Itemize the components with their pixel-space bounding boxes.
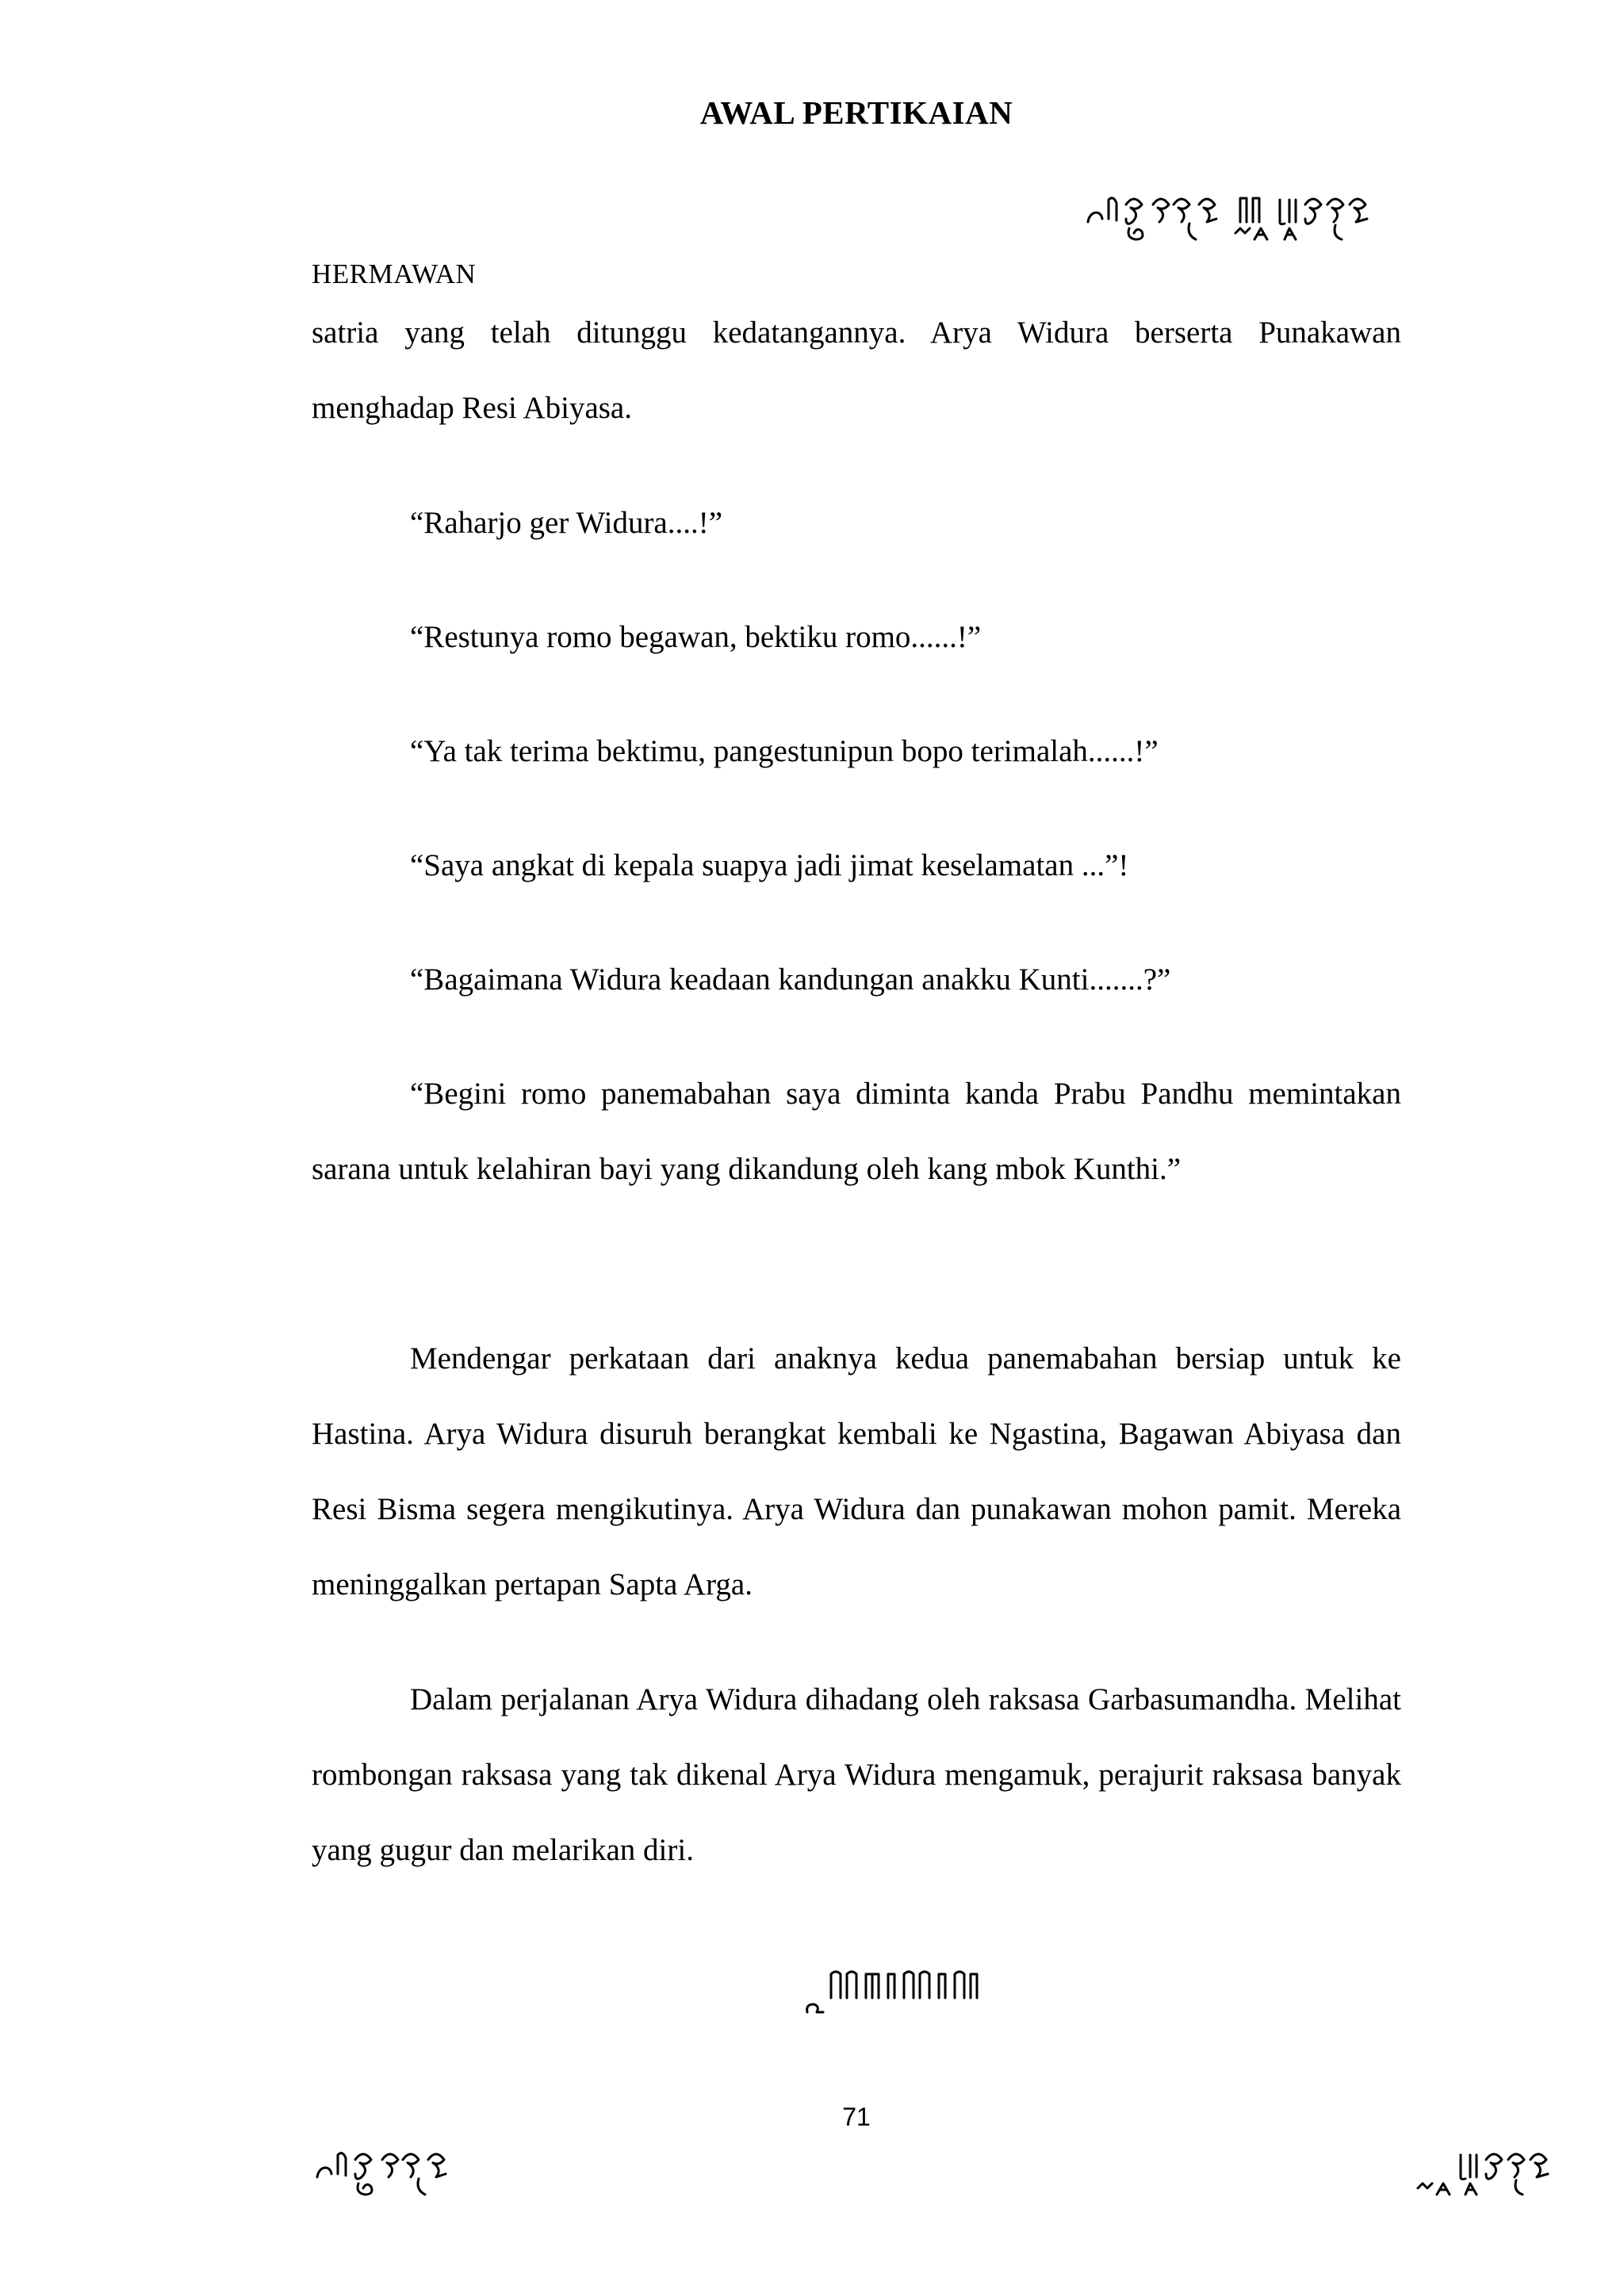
body-text [312, 942, 1401, 1017]
page-title: AWAL PERTIKAIAN [699, 94, 1013, 131]
paragraph: Dalam perjalanan Arya Widura dihadang oleh raksasa Garbasumandha. Melihat rombongan raksasa yang tak dikenal Arya Widura mengamuk, perajurit raksasa banyak yang gugur dan melarikan diri. [312, 1682, 1401, 1867]
footer-right-javanese-ornament [1413, 2142, 1572, 2207]
paragraph: satria yang telah ditunggu kedatangannya. Arya Widura berserta Punakawan menghadap Resi Abiyasa. [312, 316, 1401, 425]
footer-left-javanese-ornament [314, 2142, 481, 2207]
dialogue-line: “Bagaimana Widura keadaan kandungan anakku Kunti.......?” [410, 962, 1171, 997]
section-divider-javanese-ornament [802, 1963, 999, 2019]
body-text [312, 714, 1401, 789]
page-number: 71 [842, 2103, 871, 2131]
dialogue-line: “Saya angkat di kepala suapya jadi jimat keselamatan ...”! [410, 848, 1129, 882]
dialogue-line: “Ya tak terima bektimu, pangestunipun bopo terimalah......!” [410, 734, 1159, 768]
author-name: HERMAWAN [312, 258, 477, 289]
dialogue-line: “Begini romo panemabahan saya diminta kanda Prabu Pandhu memintakan sarana untuk kelahiran bayi yang dikandung oleh kang mbok Kunthi.” [312, 1077, 1401, 1186]
paragraph: Mendengar perkataan dari anaknya kedua panemabahan bersiap untuk ke Hastina. Arya Widura disuruh berangkat kembali ke Ngastina, Bagawan Abiyasa dan Resi Bisma segera mengikutinya. Arya Widura dan punakawan mohon pamit. Mereka meninggalkan pertapan Sapta Arga. [312, 1341, 1401, 1601]
body-text [312, 1662, 1401, 1888]
body-text [312, 295, 1401, 446]
body-text [312, 1056, 1401, 1207]
body-text [312, 828, 1401, 903]
body-text [312, 599, 1401, 675]
header-javanese-script-ornament [1085, 187, 1418, 252]
dialogue-line: “Raharjo ger Widura....!” [410, 506, 723, 540]
body-text [312, 485, 1401, 561]
dialogue-line: “Restunya romo begawan, bektiku romo......!” [410, 620, 982, 654]
body-text [312, 1321, 1401, 1622]
